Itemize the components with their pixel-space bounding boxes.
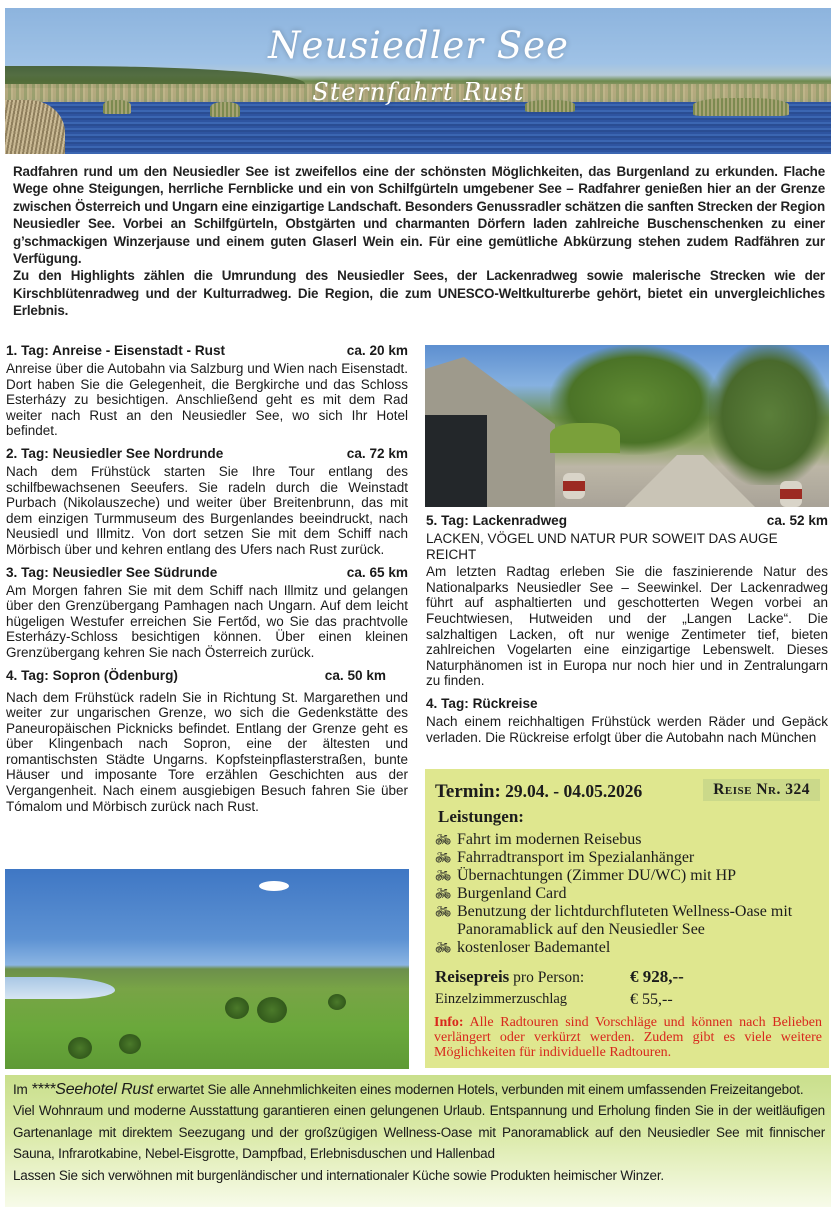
day-3: [6, 564, 408, 661]
day-description: Anreise über die Autobahn via Salzburg und Wien nach Eisenstadt. Dort haben Sie die Gelegenheit, die Bergkirche und das Schloss Esterházy zu besichtigen. Anschließend geht es mit dem Rad weiter nach Rust an den Neusiedler See, wo sich Ihr Hotel befindet.: [6, 361, 408, 439]
itinerary-left-column: [6, 342, 408, 820]
day-title: 5. Tag: Lackenradweg: [426, 513, 568, 528]
photo-tree: [709, 345, 829, 485]
intro-paragraph-1: Radfahren rund um den Neusiedler See ist zweifellos eine der schönsten Möglichkeiten, das Burgenland zu erkunden. Flache Wege ohne Steigungen, herrliche Fernblicke und ein von Schilfgürteln umgebener See – Radfahrer genießen hier an der Grenze zwischen Österreich und Ungarn eine einzigartige Landschaft. Besonders Genussradler schätzen die sanften Strecken der Region Neusiedler See. Vorbei an Schilfgürteln, Obstgärten und charmanten Dörfern laden zahlreiche Buschenschenken zu einer g’schmackigen Winzerjause und einem guten Glaserl Wein ein. Für eine gemütliche Abkürzung stehen zudem Radfähren zur Verfügung.: [13, 164, 825, 267]
photo-national-park-landscape: [5, 869, 409, 1069]
day-title: 3. Tag: Neusiedler See Südrunde: [6, 564, 218, 580]
day-distance: ca. 50 km: [324, 667, 386, 683]
day-title: 4. Tag: Sopron (Ödenburg): [6, 667, 178, 683]
hotel-paragraph-1: [13, 1079, 825, 1100]
bicycle-icon: 🚲︎: [435, 940, 452, 955]
intro-text: [13, 163, 825, 320]
services-item: [435, 831, 812, 849]
hotel-name: ****Seehotel Rust: [31, 1081, 154, 1098]
single-room-value: € 55,--: [630, 991, 673, 1008]
travel-dates: [435, 781, 642, 803]
day-distance: ca. 65 km: [346, 564, 408, 580]
price-per-label: pro Person:: [513, 969, 585, 986]
services-item: [435, 885, 812, 903]
day-distance: ca. 72 km: [346, 445, 408, 461]
photo-barrel: [780, 481, 802, 507]
photo-tree: [68, 1037, 92, 1059]
page-subtitle: Sternfahrt Rust: [312, 78, 525, 106]
day-description: Nach einem reichhaltigen Frühstück werden Räder und Gepäck verladen. Die Rückreise erfolgt über die Autobahn nach München: [426, 713, 828, 745]
photo-cloud: [259, 881, 289, 891]
services-item-text: Fahrradtransport im Spezialanhänger: [457, 849, 695, 866]
itinerary-right-column: [426, 512, 828, 751]
single-room-row: [435, 991, 673, 1009]
hotel-paragraph-3: Lassen Sie sich verwöhnen mit burgenländischer und internationaler Küche sowie Produkten heimischer Winzer.: [13, 1167, 664, 1183]
hotel-prefix: Im: [13, 1082, 32, 1097]
services-item: [435, 867, 812, 885]
day-title: 1. Tag: Anreise - Eisenstadt - Rust: [6, 343, 226, 358]
day-description: Am letzten Radtag erleben Sie die faszinierende Natur des Nationalparks Neusiedler See – Seewinkel. Der Lackenradweg führt auf asphaltierten und geschotterten Wegen vorbei an Feuchtwiesen, Hutweiden und der „Langen Lacke“. Die salzhaltigen Lacken, oft nur wenige Zentimeter tief, bieten zahlreichen Vogelarten eine einzigartige Lebenswelt. Dieses Naturphänomen ist in Europa nur noch hier und in Zentralungarn zu finden.: [426, 564, 828, 689]
day-description: Nach dem Frühstück radeln Sie in Richtung St. Margarethen und weiter zur ungarischen Grenze, wo sich die Gedenkstätte des Paneuropäischen Picknicks befindet. Entlang der Grenze geht es über Klingenbach nach Sopron, eine der ältesten und romantischsten Städte Ungarns. Kopfsteinpflasterstraßen, bunte Häuser und imposante Tore erzählen Geschichten aus der Vergangenheit. Nach einem ausgiebigen Besuch fahren Sie über Tómalom und Mörbisch zurück nach Rust.: [6, 689, 408, 814]
photo-tree: [119, 1034, 141, 1054]
services-item: [435, 939, 812, 957]
services-item-text: Übernachtungen (Zimmer DU/WC) mit HP: [457, 867, 737, 884]
bicycle-icon: 🚲︎: [435, 886, 452, 901]
termin-dates: 29.04. - 04.05.2026: [505, 781, 643, 801]
day-2: [6, 445, 408, 558]
hotel-line-1: erwartet Sie alle Annehmlichkeiten eines modernen Hotels, verbunden mit einem umfassenden Freizeitangebot.: [153, 1082, 804, 1097]
price-row: [435, 967, 684, 987]
services-item-text: Benutzung der lichtdurchfluteten Wellness-Oase mit Panoramablick auf den Neusiedler See: [457, 903, 793, 938]
booking-info-box: [425, 769, 829, 1068]
services-item: [435, 849, 812, 867]
photo-cellar-door: [425, 415, 487, 507]
photo-tree: [257, 997, 287, 1023]
single-room-label: Einzelzimmerzuschlag: [435, 991, 568, 1007]
photo-barrel: [563, 473, 585, 499]
photo-wine-cellar-lane: [425, 345, 829, 507]
day-description: Am Morgen fahren Sie mit dem Schiff nach Illmitz und gelangen über den Grenzübergang Pamhagen nach Ungarn. Auf dem leicht hügeligen Westufer erreichen Sie Fertőd, wo Sie das prachtvolle Esterházy-Schloss besichtigen können. Über einen kleinen Grenzübergang kehren Sie nach Österreich zurück.: [6, 582, 408, 660]
services-heading: Leistungen:: [438, 807, 524, 826]
day-1: [6, 342, 408, 439]
price-value: € 928,--: [630, 967, 684, 986]
bicycle-icon: 🚲︎: [435, 904, 452, 919]
photo-tree: [328, 994, 346, 1010]
day-title: 2. Tag: Neusiedler See Nordrunde: [6, 445, 224, 461]
bicycle-icon: 🚲︎: [435, 832, 452, 847]
services-list: [435, 831, 812, 957]
info-label: Info:: [434, 1015, 464, 1030]
trip-number-badge: Reise Nr. 324: [703, 779, 820, 801]
day-5: [426, 512, 828, 689]
services-item-text: kostenloser Bademantel: [457, 939, 611, 956]
services-item: [435, 903, 812, 939]
bicycle-icon: 🚲︎: [435, 868, 452, 883]
photo-pond: [5, 977, 115, 999]
day-subtitle: LACKEN, VÖGEL UND NATUR PUR SOWEIT DAS AUGE REICHT: [426, 531, 778, 562]
info-text: Alle Radtouren sind Vorschläge und können nach Belieben verlängert oder verkürzt werden. Zudem gibt es viele weitere Möglichkeiten für individuelle Radtouren.: [434, 1015, 822, 1060]
day-distance: ca. 20 km: [346, 343, 408, 358]
price-label: Reisepreis: [435, 967, 510, 986]
page-title: Neusiedler See: [268, 24, 569, 67]
services-item-text: Fahrt im modernen Reisebus: [457, 831, 642, 848]
photo-green-roof: [550, 423, 620, 453]
day-return: [426, 695, 828, 745]
photo-tree: [225, 997, 249, 1019]
day-4: [6, 667, 408, 815]
termin-label: Termin:: [435, 781, 501, 802]
info-note: [434, 1015, 822, 1060]
hotel-description-box: [5, 1075, 831, 1207]
intro-paragraph-2: Zu den Highlights zählen die Umrundung des Neusiedler Sees, der Lackenradweg sowie malerische Strecken wie der Kirschblütenradweg und der Kulturradweg. Die Region, die zum UNESCO-Weltkulturerbe gehört, bietet ein unvergleichliches Erlebnis.: [13, 268, 825, 319]
day-description: Nach dem Frühstück starten Sie Ihre Tour entlang des schilfbewachsenen Seeufers. Sie radeln durch die Weinstadt Purbach (Nikolauszeche) und weiter über Breitenbrunn, das mit dem einzigen Turmmuseum des Burgenlandes beeindruckt, nach Neusiedl und Illmitz. Von dort setzen Sie mit dem Schiff nach Mörbisch über und kehren entlang des Ufers nach Rust zurück.: [6, 463, 408, 557]
hotel-paragraph-2: Viel Wohnraum und moderne Ausstattung garantieren einen gelungenen Urlaub. Entspannung und Erholung finden Sie in der weitläufigen Gartenanlage mit direktem Seezugang und der großzügigen Wellness-Oase mit Panoramablick auf den Neusiedler See mit finnischer Sauna, Infrarotkabine, Nebel-Eisgrotte, Dampfbad, Erlebnisduschen und Hallenbad: [13, 1103, 825, 1162]
services-item-text: Burgenland Card: [457, 885, 567, 902]
day-distance: ca. 52 km: [766, 513, 828, 528]
bicycle-icon: 🚲︎: [435, 850, 452, 865]
day-title: 4. Tag: Rückreise: [426, 695, 538, 711]
